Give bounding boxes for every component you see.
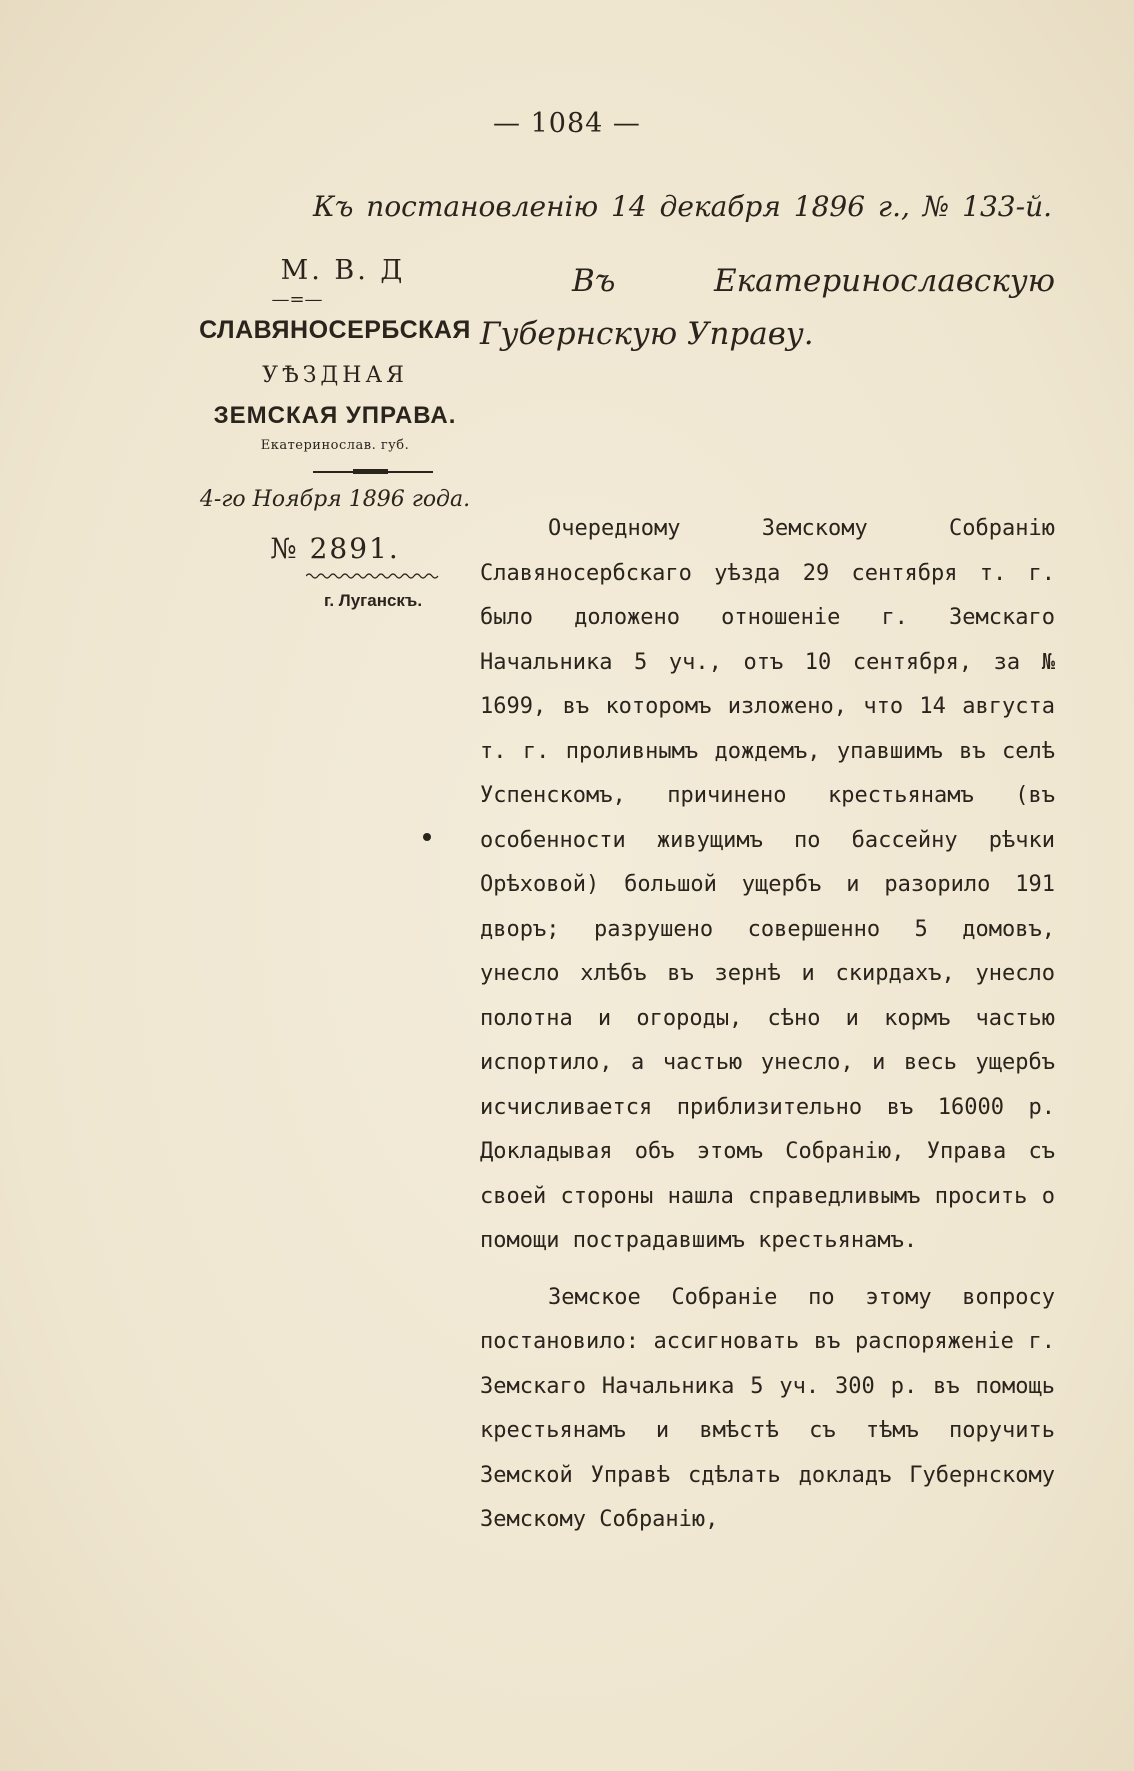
addressee: Въ Екатеринославскую Губернскую Управу. [480, 263, 1055, 352]
letter-date: 4-го Ноября 1896 года. [199, 487, 471, 512]
paragraph: Земское Собраніе по этому вопросу постановило: ассигновать въ распоряженіе г. Земскаго Начальника 5 уч. 300 р. въ помощь крестьянамъ и вмѣстѣ съ тѣмъ поручить Земской Управѣ сдѣлать докладъ Губернскому Земскому Собранію, [480, 1284, 1055, 1532]
ministry-abbreviation: М. В. Д [280, 255, 406, 286]
divider-rule [313, 471, 433, 473]
page-number: — 1084 — [493, 108, 641, 139]
city: г. Луганскъ. [323, 591, 423, 610]
paragraph: Очередному Земскому Собранію Славяносербскаго уѣзда 29 сентября т. г. было доложено отношеніе г. Земскаго Начальника 5 уч., отъ 10 сентября, за № 1699, въ которомъ изложено, что 14 августа т. г. проливнымъ дождемъ, упавшимъ въ селѣ Успенскомъ, причинено крестьянамъ (въ особенности живущимъ по бассейну рѣчки Орѣховой) большой ущербъ и разорило 191 дворъ; разрушено совершенно 5 домовъ, унесло хлѣбъ въ зернѣ и скирдахъ, унесло полотна и огороды, сѣно и кормъ частью испортило, а частью унесло, и весь ущербъ исчисливается приблизительно въ 16000 р. Докладывая объ этомъ Собранію, Управа съ своей стороны нашла справедливымъ просить о помощи пострадавшимъ крестьянамъ. [480, 516, 1055, 1253]
org-name-line2: УѢЗДНАЯ [262, 363, 408, 388]
province: Екатеринослав. губ. [260, 438, 410, 453]
org-name-line3: ЗЕМСКАЯ УПРАВА. [213, 402, 457, 429]
wavy-divider [306, 571, 441, 581]
ornament-dash: —=— [271, 289, 323, 310]
resolution-reference: Къ постановленію 14 декабря 1896 г., № 133-й. [313, 190, 1052, 223]
org-name-line1: СЛАВЯНОСЕРБСКАЯ [199, 316, 471, 344]
margin-dot [423, 833, 431, 841]
sender-block [195, 255, 475, 611]
letter-number: № 2891. [270, 532, 400, 565]
body-text [480, 507, 1055, 1543]
